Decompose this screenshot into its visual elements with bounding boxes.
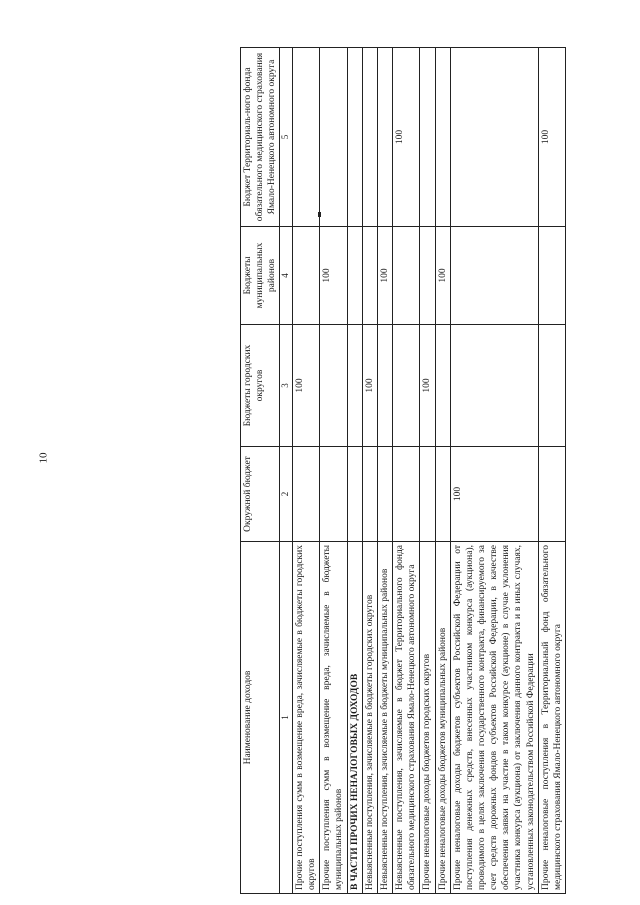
column-number-row: [280, 48, 293, 894]
column-number: 3: [280, 325, 293, 447]
municipal-district-value: [420, 227, 435, 325]
column-number: 1: [280, 542, 293, 894]
tfoms-value: [347, 48, 362, 227]
city-district-value: 100: [292, 325, 319, 447]
revenue-distribution-table: [240, 47, 566, 894]
municipal-district-value: [450, 227, 538, 325]
tfoms-value: 100: [393, 48, 420, 227]
header-tfoms-budget: Бюджет Территориаль-ного фонда обязательного медицинского страхования Ямало-Ненецкого автономного округа: [241, 48, 280, 227]
tfoms-value: [320, 48, 347, 227]
revenue-name-cell: Прочие поступления сумм в возмещение вреда, зачисляемые в бюджеты муниципальных районов: [320, 542, 347, 894]
revenue-name-cell: Прочие неналоговые доходы бюджетов субъектов Российской Федерации от поступления денежных средств, внесенных участником конкурса (аукциона), проводимого в целях заключения государственного контракта, финансируемого за счет средств дорожных фондов субъектов Российской Федерации, в качестве обеспечения заявки на участие в таком конкурсе (аукционе) в случае уклонения участника конкурса (аукциона) от заключения данного контракта и в иных случаях, установленных законодательством Российской Федерации: [450, 542, 538, 894]
table-row: [435, 48, 450, 894]
revenue-name-cell: Невыясненные поступления, зачисляемые в бюджеты муниципальных районов: [377, 542, 392, 894]
city-district-value: [393, 325, 420, 447]
okruzhnoy-value: [435, 447, 450, 542]
revenue-name-cell: Невыясненные поступления, зачисляемые в бюджет Территориального фонда обязательного медицинского страхования Ямало-Ненецкого автономного округа: [393, 542, 420, 894]
tfoms-value: [450, 48, 538, 227]
municipal-district-value: [538, 227, 565, 325]
city-district-value: [538, 325, 565, 447]
okruzhnoy-value: [292, 447, 319, 542]
revenue-name-cell: Прочие неналоговые доходы бюджетов городских округов: [420, 542, 435, 894]
city-district-value: [450, 325, 538, 447]
table-row: [292, 48, 319, 894]
okruzhnoy-value: [320, 447, 347, 542]
table-row: [538, 48, 565, 894]
city-district-value: [377, 325, 392, 447]
tfoms-value: 100: [538, 48, 565, 227]
municipal-district-value: [292, 227, 319, 325]
column-number: 2: [280, 447, 293, 542]
tfoms-value: [362, 48, 377, 227]
header-municipal-district-budgets: Бюджеты муниципальных районов: [241, 227, 280, 325]
revenue-name-cell: Невыясненные поступления, зачисляемые в бюджеты городских округов: [362, 542, 377, 894]
municipal-district-value: [362, 227, 377, 325]
table-row: [450, 48, 538, 894]
okruzhnoy-value: [420, 447, 435, 542]
table-row: [420, 48, 435, 894]
header-row: [241, 48, 280, 894]
revenue-name-cell: Прочие неналоговые доходы бюджетов муниципальных районов: [435, 542, 450, 894]
column-number: 5: [280, 48, 293, 227]
okruzhnoy-value: [347, 447, 362, 542]
header-revenue-name: Наименование доходов: [241, 542, 280, 894]
table-row: [362, 48, 377, 894]
city-district-value: 100: [362, 325, 377, 447]
column-number: 4: [280, 227, 293, 325]
table-row: [320, 48, 347, 894]
rotated-sheet: [240, 48, 600, 894]
municipal-district-value: 100: [377, 227, 392, 325]
section-heading: В ЧАСТИ ПРОЧИХ НЕНАЛОГОВЫХ ДОХОДОВ: [347, 542, 362, 894]
revenue-name-cell: Прочие неналоговые поступления в Территориальный фонд обязательного медицинского страхования Ямало-Ненецкого автономного округа: [538, 542, 565, 894]
table-row: [377, 48, 392, 894]
municipal-district-value: [393, 227, 420, 325]
city-district-value: [320, 325, 347, 447]
okruzhnoy-value: [538, 447, 565, 542]
city-district-value: [347, 325, 362, 447]
header-okruzhnoy-budget: Окружной бюджет: [241, 447, 280, 542]
table-row: [393, 48, 420, 894]
revenue-name-cell: Прочие поступления сумм в возмещение вреда, зачисляемые в бюджеты городских округов: [292, 542, 319, 894]
municipal-district-value: [347, 227, 362, 325]
page-number: 10: [37, 452, 50, 464]
tfoms-value: [420, 48, 435, 227]
header-city-district-budgets: Бюджеты городских округов: [241, 325, 280, 447]
okruzhnoy-value: [377, 447, 392, 542]
sheet-content: [240, 48, 600, 894]
tfoms-value: [377, 48, 392, 227]
city-district-value: [435, 325, 450, 447]
tfoms-value: [435, 48, 450, 227]
section-heading-row: [347, 48, 362, 894]
municipal-district-value: 100: [320, 227, 347, 325]
city-district-value: 100: [420, 325, 435, 447]
tfoms-value: [292, 48, 319, 227]
municipal-district-value: 100: [435, 227, 450, 325]
okruzhnoy-value: [362, 447, 377, 542]
okruzhnoy-value: [393, 447, 420, 542]
okruzhnoy-value: 100: [450, 447, 538, 542]
